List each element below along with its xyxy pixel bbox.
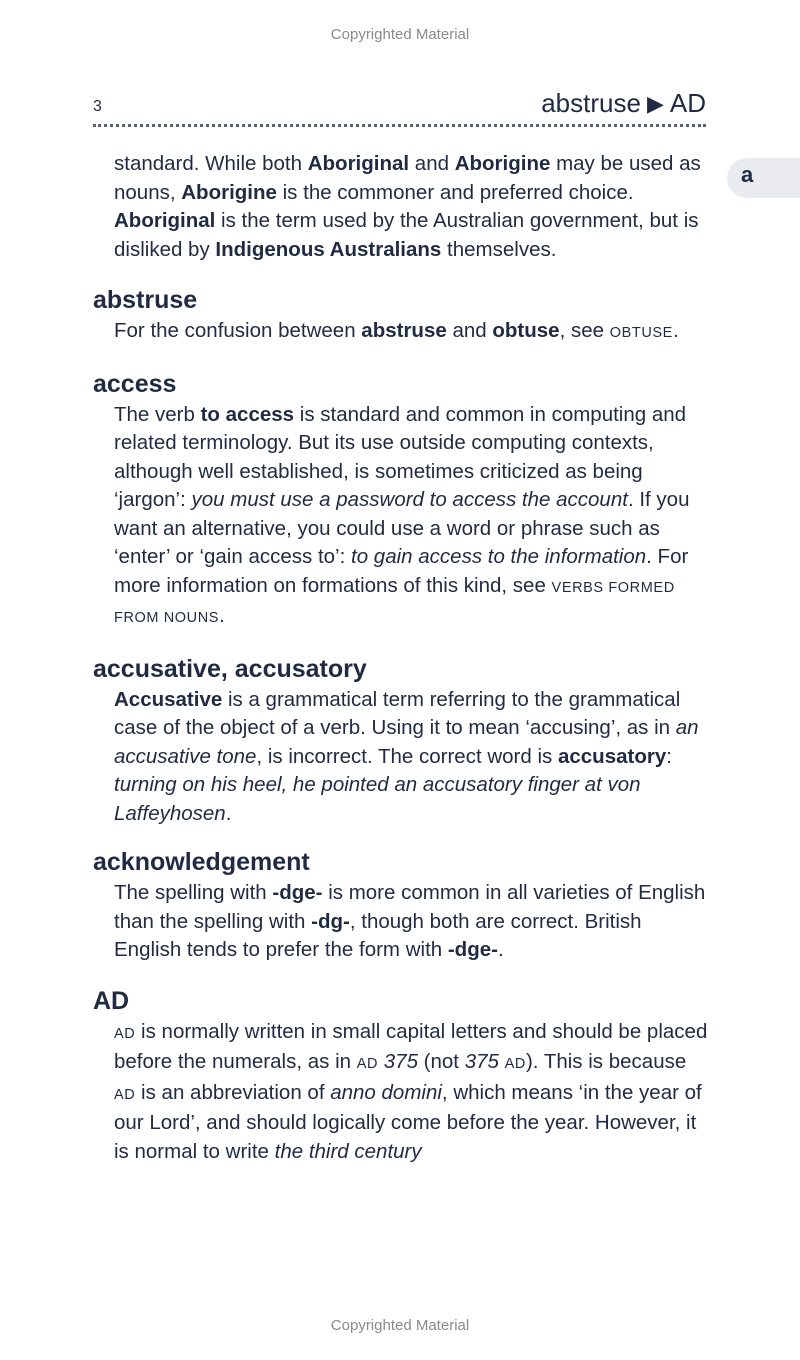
headword-acknowledgement: acknowledgement: [93, 848, 310, 876]
entry-access: The verb to access is standard and common in computing and related terminology. But its use outside computing contexts, although well established, is sometimes criticized as being ‘jargon’: you must use a password to access the account. If you want an alternative, you could use a word or phrase such as ‘enter’ or ‘gain access to’: to gain access to the information. For more information on formations of this kind, see VERBS FORMED FROM NOUNS.: [114, 402, 690, 627]
entry-acknowledgement: The spelling with -dge- is more common in all varieties of English than the spelling with -dg-, though both are correct. British English tends to prefer the form with -dge-.: [114, 881, 706, 961]
running-head-start: abstruse: [541, 88, 641, 118]
cross-reference: OBTUSE: [609, 325, 673, 341]
cross-reference: VERBS FORMED FROM NOUNS: [114, 579, 675, 626]
running-head-end: AD: [669, 88, 706, 118]
headword-access: access: [93, 369, 177, 398]
dotted-divider: [93, 124, 706, 127]
headword-ad: AD: [93, 986, 130, 1015]
headword-abstruse: abstruse: [93, 286, 198, 314]
page-number: 3: [93, 98, 102, 115]
triangle-arrow-icon: ▶: [646, 91, 664, 116]
entry-ad: AD is normally written in small capital letters and should be placed before the numerals, as in AD 375 (not 375 AD). This is because AD is an abbreviation of anno domini, which means ‘in the year of our Lord’, and should logically come before the year. However, it is normal to write the third century: [114, 1019, 708, 1163]
thumb-index-letter: a: [741, 162, 754, 187]
dictionary-content: [93, 150, 713, 1166]
copyright-watermark-bottom: Copyrighted Material: [330, 1317, 470, 1334]
headword-accusative: accusative, accusatory: [93, 654, 367, 683]
entry-accusative: Accusative is a grammatical term referring to the grammatical case of the object of a verb. Using it to mean ‘accusing’, as in an accusative tone, is incorrect. The correct word is accusatory: turning on his heel, he pointed an accusatory finger at von Laffeyhosen.: [114, 687, 699, 825]
entry-abstruse: For the confusion between abstruse and obtuse, see OBTUSE.: [114, 319, 679, 342]
copyright-watermark-top: Copyrighted Material: [330, 26, 470, 43]
running-head: [541, 88, 706, 119]
entry-continuation: standard. While both Aboriginal and Aborigine may be used as nouns, Aborigine is the commoner and preferred choice. Aboriginal is the term used by the Australian government, but is disliked by Indigenous Australians themselves.: [114, 152, 701, 261]
thumb-index-tab: [727, 158, 800, 198]
